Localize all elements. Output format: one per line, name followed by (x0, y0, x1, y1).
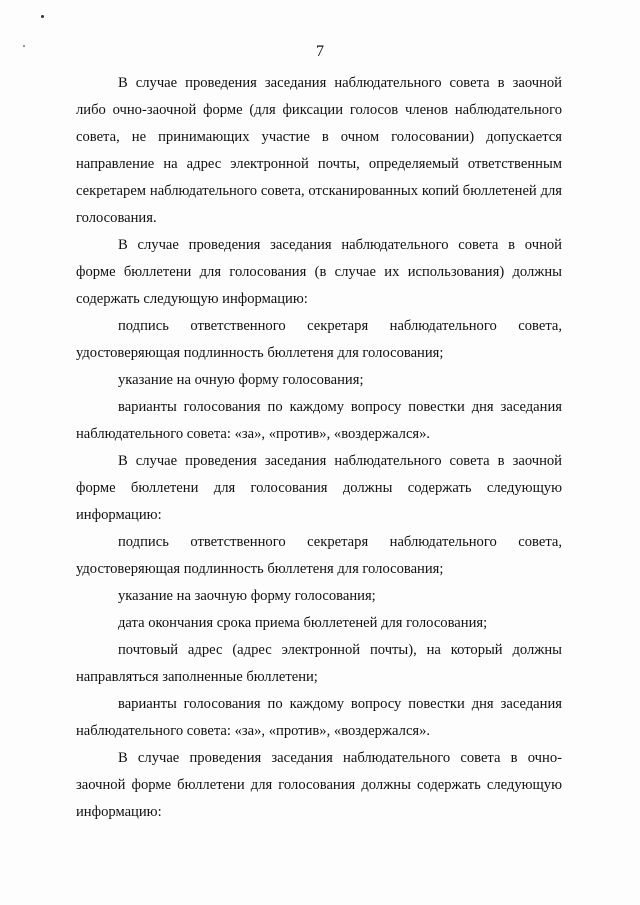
list-item-deadline: дата окончания срока приема бюллетеней для голосования; (118, 615, 488, 631)
document-body (76, 70, 562, 826)
scan-speck (41, 15, 44, 18)
list-item-absentee-indication: указание на заочную форму голосования; (118, 588, 376, 604)
list-item-postal-address: почтовый адрес (адрес электронной почты), на который должны направляться заполненные бюллетени; (76, 642, 562, 685)
list-item-voting-options: варианты голосования по каждому вопросу повестки дня заседания наблюдательного совета: «за», «против», «воздержался». (76, 399, 562, 442)
list-item-voting-options: варианты голосования по каждому вопросу повестки дня заседания наблюдательного совета: «за», «против», «воздержался». (76, 696, 562, 739)
list-item-signature: подпись ответственного секретаря наблюдательного совета, удостоверяющая подлинность бюллетеня для голосования; (76, 318, 562, 361)
paragraph-email-ballots: В случае проведения заседания наблюдательного совета в заочной либо очно-заочной форме (для фиксации голосов членов наблюдательного совета, не принимающих участие в очном голосовании) допускается направление на адрес электронной почты, определяемый ответственным секретарем наблюдательного совета, отсканированных копий бюллетеней для голосования. (76, 75, 562, 226)
page-number: 7 (316, 43, 324, 60)
paragraph-absentee-form: В случае проведения заседания наблюдательного совета в заочной форме бюллетени для голосования должны содержать следующую информацию: (76, 453, 562, 523)
paragraph-in-person-form: В случае проведения заседания наблюдательного совета в очной форме бюллетени для голосования (в случае их использования) должны содержать следующую информацию: (76, 237, 562, 307)
list-item-signature: подпись ответственного секретаря наблюдательного совета, удостоверяющая подлинность бюллетеня для голосования; (76, 534, 562, 577)
list-item-in-person-indication: указание на очную форму голосования; (118, 372, 364, 388)
paragraph-mixed-form: В случае проведения заседания наблюдательного совета в очно-заочной форме бюллетени для голосования должны содержать следующую информацию: (76, 750, 562, 820)
